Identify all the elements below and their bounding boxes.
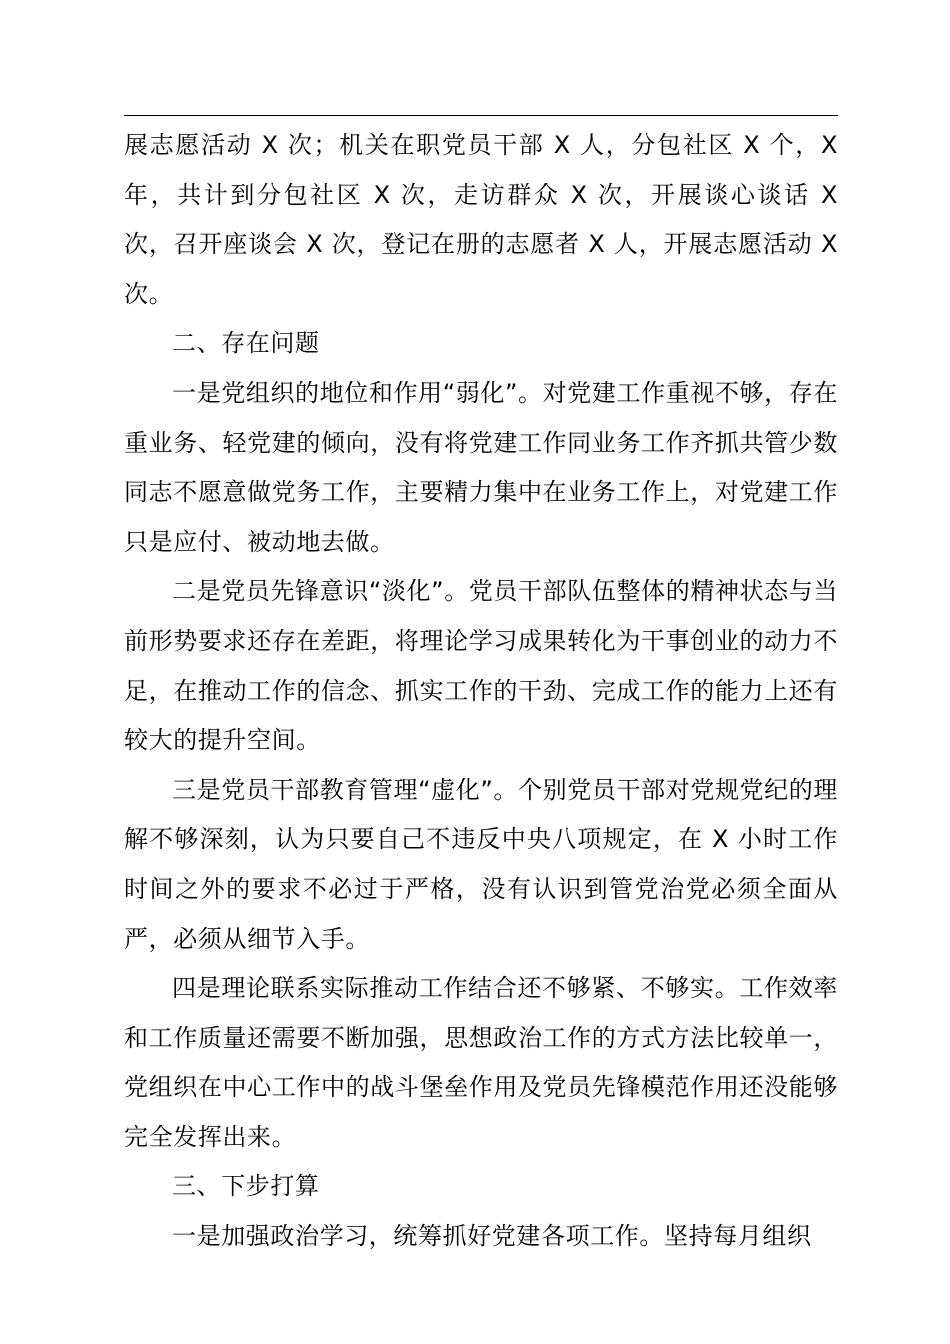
paragraph-problem-4: 四是理论联系实际推动工作结合还不够紧、不够实。工作效率和工作质量还需要不断加强，思想政治工作的方式方法比较单一，党组织在中心工作中的战斗堡垒作用及党员先锋模范作用还没能够完全发挥出来。 xyxy=(124,974,838,1151)
paragraph-plan-1: 一是加强政治学习，统筹抓好党建各项工作。坚持每月组织 xyxy=(172,1222,812,1251)
header-rule xyxy=(124,115,838,116)
paragraph-continued-volunteer-stats: 展志愿活动 X 次；机关在职党员干部 X 人，分包社区 X 个，X 年，共计到分包社区 X 次，走访群众 X 次，开展谈心谈话 X 次，召开座谈会 X 次，登记在册的志愿者 X 人，开展志愿活动 X 次。 xyxy=(124,131,838,308)
section-heading-next-steps: 三、下步打算 xyxy=(172,1172,320,1201)
paragraph-problem-3: 三是党员干部教育管理“虚化”。个别党员干部对党规党纪的理解不够深刻，认为只要自己不违反中央八项规定，在 X 小时工作时间之外的要求不必过于严格，没有认识到管党治党必须全面从严，必须从细节入手。 xyxy=(124,775,838,953)
document-body xyxy=(124,121,838,1262)
paragraph-problem-2: 二是党员先锋意识“淡化”。党员干部队伍整体的精神状态与当前形势要求还存在差距，将理论学习成果转化为干事创业的动力不足，在推动工作的信念、抓实工作的干劲、完成工作的能力上还有较大的提升空间。 xyxy=(124,577,838,755)
paragraph-problem-1: 一是党组织的地位和作用“弱化”。对党建工作重视不够，存在重业务、轻党建的倾向，没有将党建工作同业务工作齐抓共管少数同志不愿意做党务工作，主要精力集中在业务工作上，对党建工作只是应付、被动地去做。 xyxy=(124,378,838,556)
section-heading-existing-problems: 二、存在问题 xyxy=(172,329,320,358)
